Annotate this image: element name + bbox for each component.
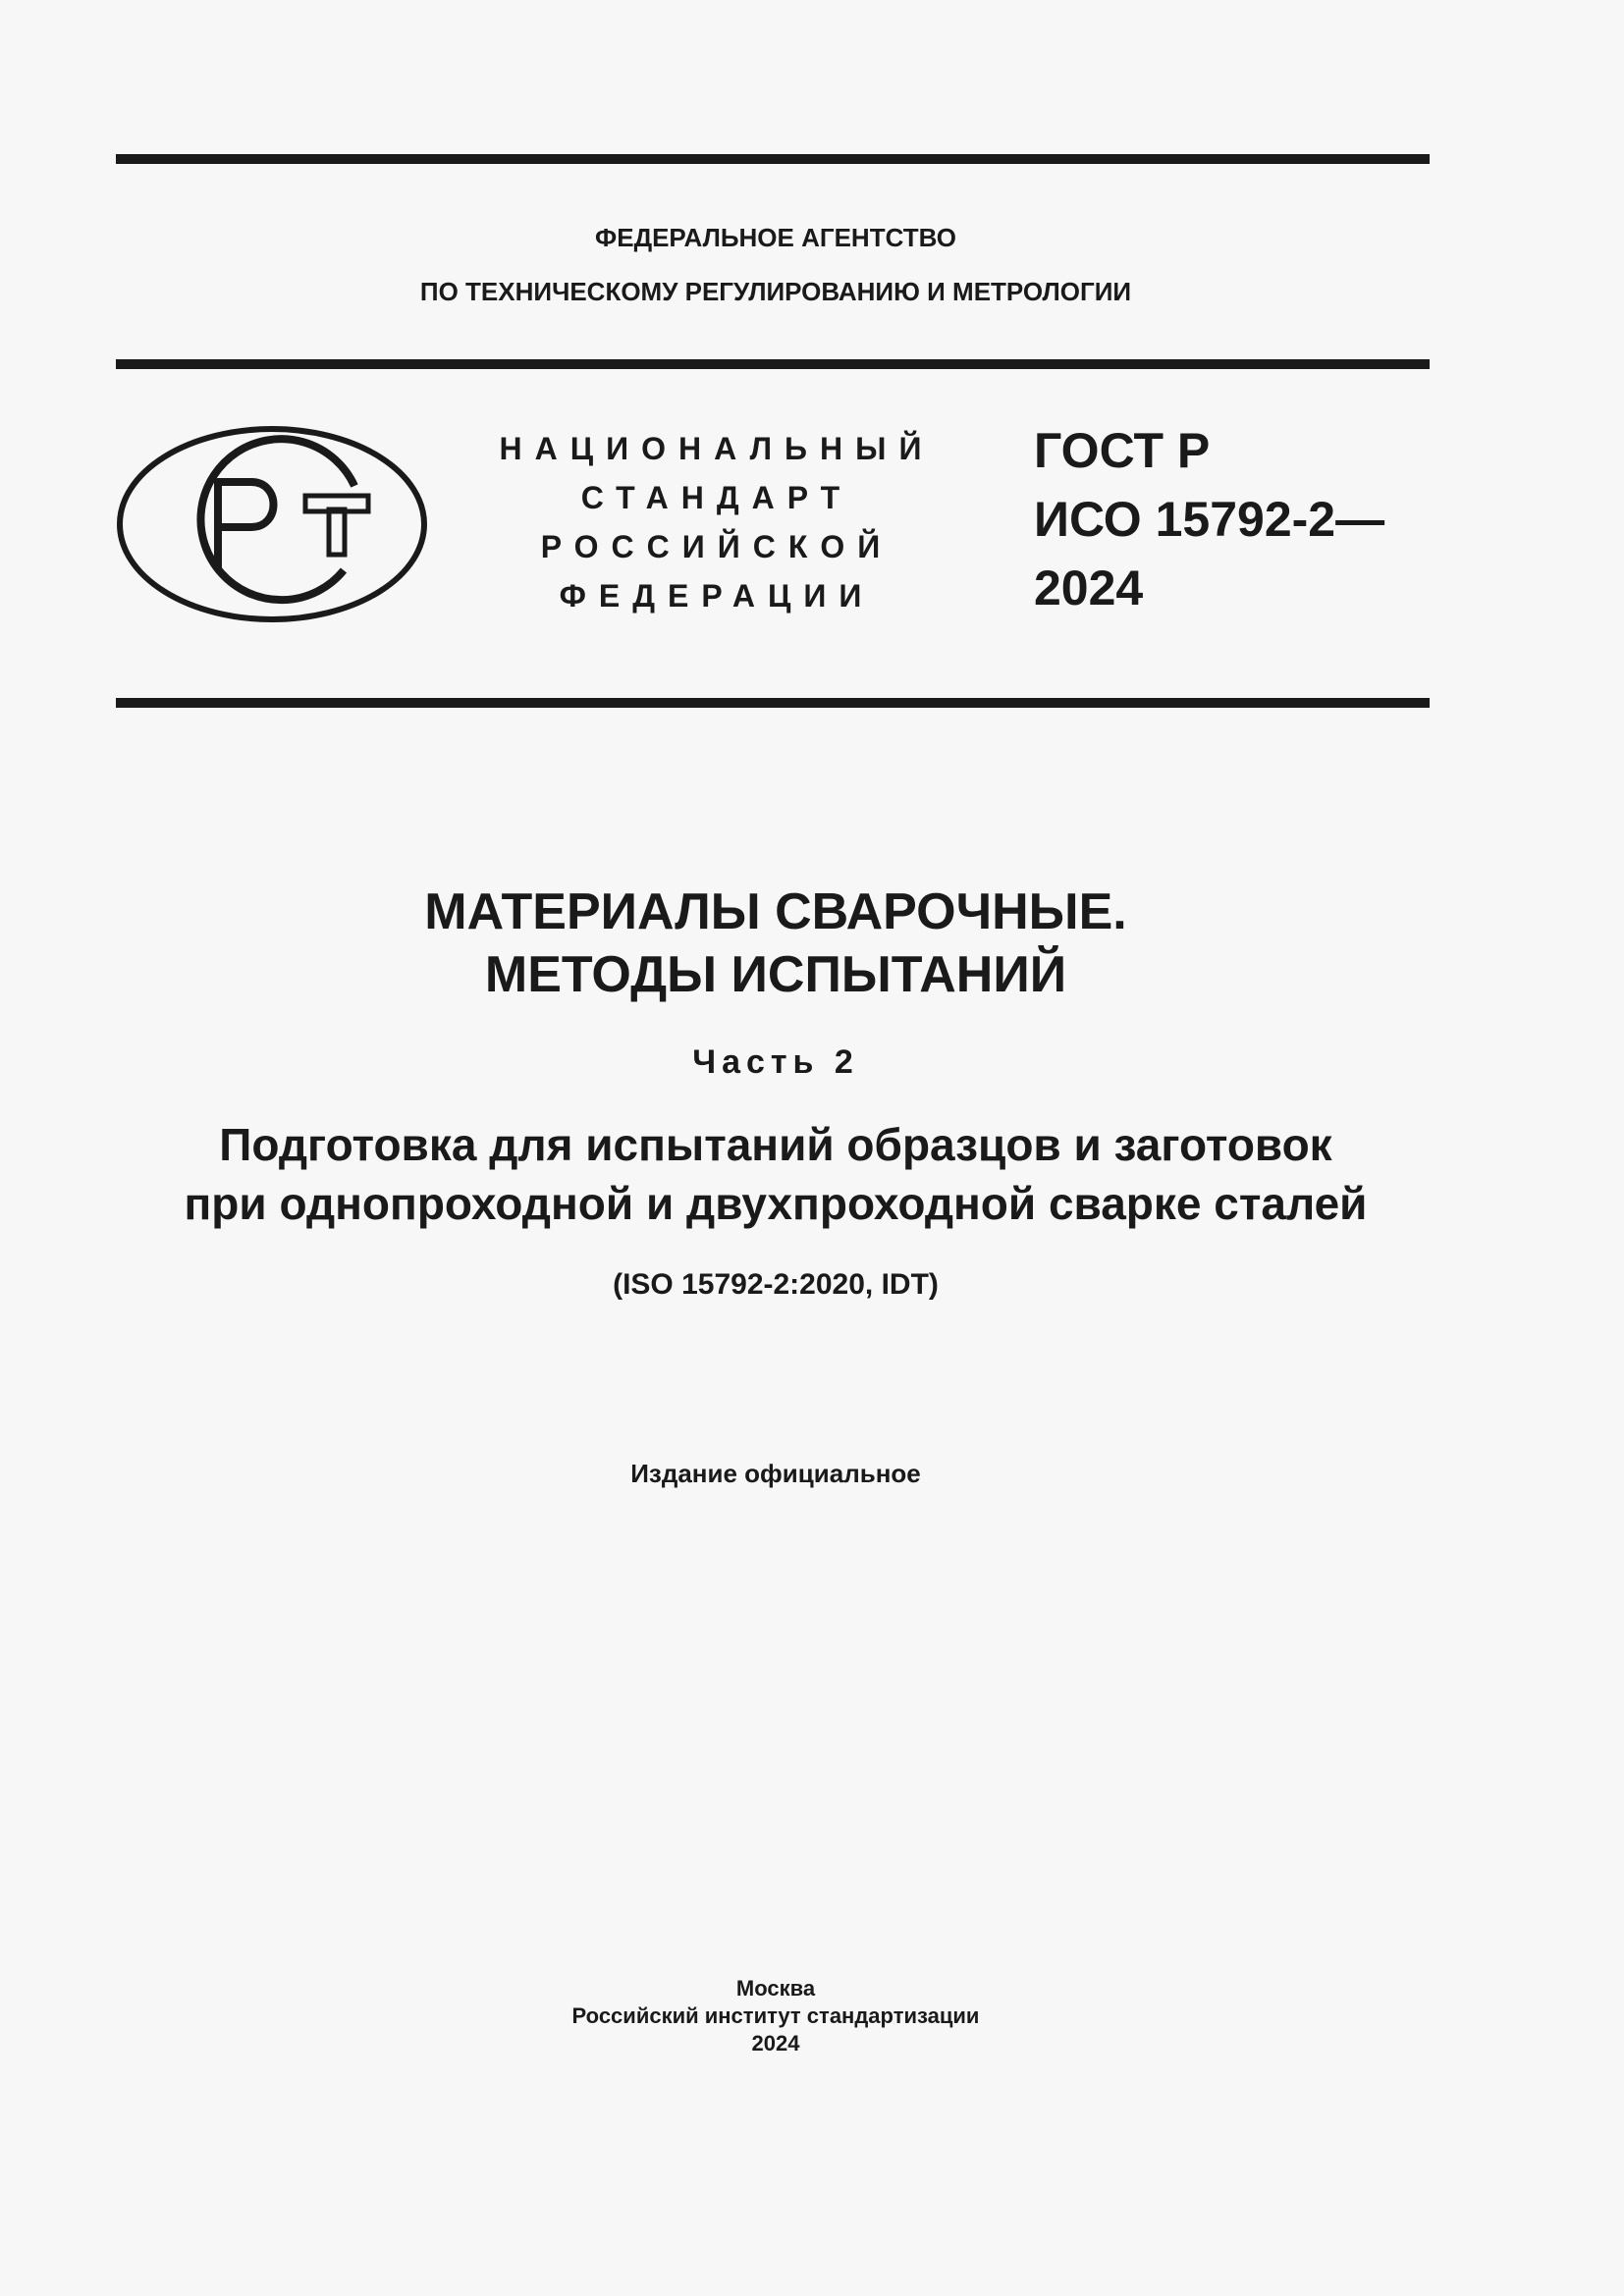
imprint-city: Москва [735,1976,816,2001]
document-title-line-2: МЕТОДЫ ИСПЫТАНИЙ [484,946,1067,1003]
national-standard-label [491,424,943,620]
standard-designation [1034,416,1384,622]
national-standard-line-3: РОССИЙСКОЙ [540,529,893,564]
rst-logo-graphic [116,425,428,623]
rst-certification-mark-icon [116,425,428,623]
document-title-line-1: МАТЕРИАЛЫ СВАРОЧНЫЕ. [424,883,1127,940]
national-standard-line-4: ФЕДЕРАЦИИ [559,578,875,614]
part-number: Часть 2 [692,1043,859,1081]
designation-line-1: ГОСТ Р [1034,423,1211,478]
edition-label: Издание официальное [630,1459,921,1488]
national-standard-line-1: НАЦИОНАЛЬНЫЙ [499,431,935,466]
imprint-year: 2024 [751,2031,800,2056]
header-divider-rule [116,359,1430,369]
agency-name-line-2: ПО ТЕХНИЧЕСКОМУ РЕГУЛИРОВАНИЮ И МЕТРОЛОГИИ [419,277,1132,306]
subtitle-line-1: Подготовка для испытаний образцов и заготовок [219,1119,1332,1170]
imprint-publisher: Российский институт стандартизации [571,2003,980,2028]
iso-reference: (ISO 15792-2:2020, IDT) [613,1268,939,1301]
agency-name-line-1: ФЕДЕРАЛЬНОЕ АГЕНТСТВО [595,223,956,252]
designation-divider-rule [116,698,1430,708]
top-rule [116,154,1430,164]
subtitle-line-2: при однопроходной и двухпроходной сварке сталей [184,1178,1368,1229]
national-standard-line-2: СТАНДАРТ [580,480,853,515]
designation-line-2: ИСО 15792-2— [1034,492,1385,547]
designation-line-3: 2024 [1034,561,1144,615]
